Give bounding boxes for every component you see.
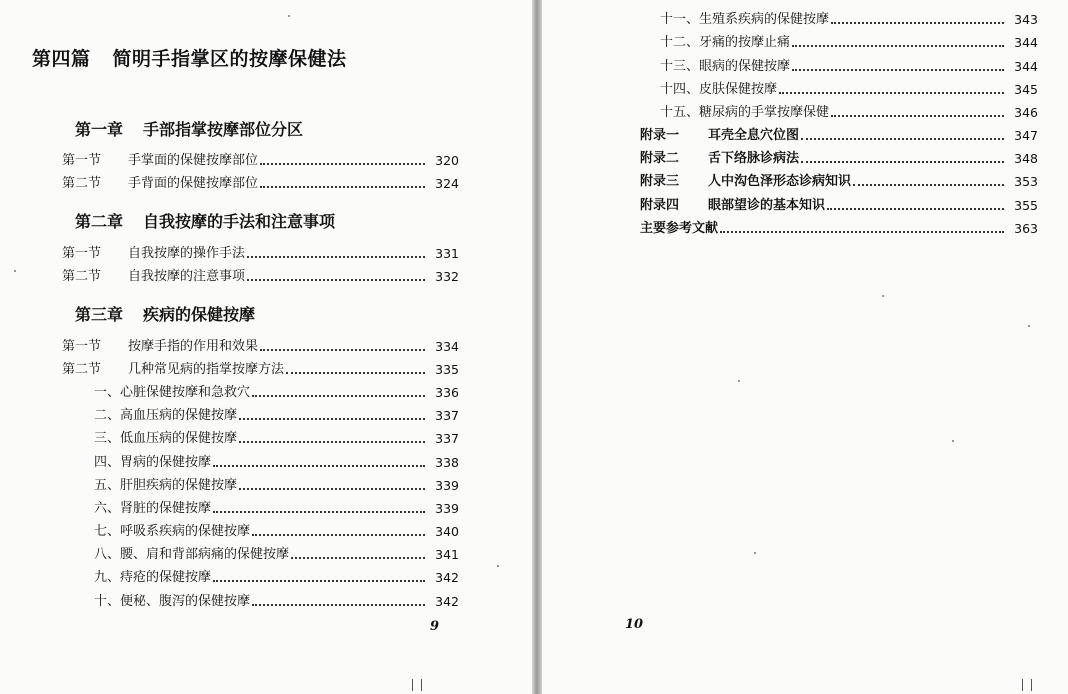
toc-bibliography[interactable] — [640, 219, 1038, 239]
toc-entry[interactable] — [62, 267, 459, 287]
page-number: 334 — [435, 339, 459, 354]
appendix-number: 附录二 — [640, 151, 680, 166]
dot-leader — [831, 22, 1004, 24]
chapter-heading — [75, 117, 303, 140]
dot-leader — [792, 69, 1004, 71]
toc-entry[interactable] — [62, 174, 459, 194]
subsection-title: 五、肝胆疾病的保健按摩 — [94, 478, 238, 493]
toc-subentry[interactable] — [660, 33, 1038, 53]
dot-leader — [252, 395, 425, 397]
page-number: 344 — [1014, 35, 1038, 50]
dot-leader — [213, 465, 425, 467]
section-number: 第二节 — [62, 269, 102, 284]
bibliography-title: 主要参考文献 — [640, 221, 719, 236]
page-number: 344 — [1014, 59, 1038, 74]
toc-entry[interactable] — [62, 244, 459, 264]
dot-leader — [252, 604, 425, 606]
part-name: 简明手指掌区的按摩保健法 — [112, 48, 347, 70]
toc-subentry[interactable] — [94, 476, 459, 496]
toc-subentry[interactable] — [94, 592, 459, 612]
section-title: 几种常见病的指掌按摩方法 — [128, 362, 285, 377]
toc-appendix[interactable] — [640, 172, 1038, 192]
scan-speck — [882, 295, 884, 297]
chapter-title: 疾病的保健按摩 — [143, 305, 256, 324]
dot-leader — [213, 511, 425, 513]
appendix-title: 耳壳全息穴位图 — [708, 128, 800, 143]
page-number: 339 — [435, 501, 459, 516]
dot-leader — [260, 349, 425, 351]
subsection-title: 十四、皮肤保健按摩 — [660, 82, 778, 97]
dot-leader — [247, 279, 425, 281]
chapter-title: 自我按摩的手法和注意事项 — [143, 212, 336, 231]
page-number: 335 — [435, 362, 459, 377]
chapter-heading — [75, 209, 335, 232]
toc-subentry[interactable] — [94, 429, 459, 449]
part-number: 第四篇 — [32, 48, 91, 70]
page-number: 343 — [1014, 12, 1038, 27]
scan-speck — [952, 440, 954, 442]
dot-leader — [286, 372, 425, 374]
dot-leader — [260, 163, 425, 165]
toc-subentry[interactable] — [660, 80, 1038, 100]
page-folio: 10 — [625, 617, 644, 632]
dot-leader — [792, 45, 1004, 47]
toc-subentry[interactable] — [94, 406, 459, 426]
section-number: 第一节 — [62, 153, 102, 168]
page-number: 346 — [1014, 105, 1038, 120]
section-title: 手掌面的保健按摩部位 — [128, 153, 259, 168]
page-folio: 9 — [430, 619, 440, 634]
section-title: 手背面的保健按摩部位 — [128, 176, 259, 191]
appendix-title: 人中沟色泽形态诊病知识 — [708, 174, 852, 189]
page-number: 342 — [435, 570, 459, 585]
page-number: 345 — [1014, 82, 1038, 97]
page-number: 353 — [1014, 174, 1038, 189]
page-number: 355 — [1014, 198, 1038, 213]
page-number: 347 — [1014, 128, 1038, 143]
part-title — [32, 44, 347, 71]
chapter-heading — [75, 302, 255, 325]
page-number: 332 — [435, 269, 459, 284]
dot-leader — [213, 580, 425, 582]
page-number: 363 — [1014, 221, 1038, 236]
toc-appendix[interactable] — [640, 149, 1038, 169]
dot-leader — [827, 208, 1004, 210]
chapter-number: 第一章 — [75, 120, 124, 139]
subsection-title: 六、肾脏的保健按摩 — [94, 501, 212, 516]
subsection-title: 十、便秘、腹泻的保健按摩 — [94, 594, 251, 609]
subsection-title: 一、心脏保健按摩和急救穴 — [94, 385, 251, 400]
scan-speck — [738, 380, 740, 382]
chapter-number: 第二章 — [75, 212, 124, 231]
page-number: 331 — [435, 246, 459, 261]
left-page — [0, 0, 532, 694]
subsection-title: 九、痔疮的保健按摩 — [94, 570, 212, 585]
section-title: 自我按摩的操作手法 — [128, 246, 246, 261]
toc-subentry[interactable] — [94, 499, 459, 519]
section-title: 自我按摩的注意事项 — [128, 269, 246, 284]
subsection-title: 十三、眼病的保健按摩 — [660, 59, 791, 74]
dot-leader — [831, 115, 1004, 117]
toc-subentry[interactable] — [94, 522, 459, 542]
appendix-number: 附录四 — [640, 198, 680, 213]
scan-speck — [1028, 325, 1030, 327]
book-gutter — [532, 0, 542, 694]
page-number: 340 — [435, 524, 459, 539]
toc-subentry[interactable] — [660, 57, 1038, 77]
dot-leader — [720, 231, 1004, 233]
chapter-number: 第三章 — [75, 305, 124, 324]
subsection-title: 四、胃病的保健按摩 — [94, 455, 212, 470]
subsection-title: 二、高血压病的保健按摩 — [94, 408, 238, 423]
appendix-title: 舌下络脉诊病法 — [708, 151, 800, 166]
dot-leader — [260, 186, 425, 188]
right-page — [542, 0, 1068, 694]
toc-entry[interactable] — [62, 151, 459, 171]
page-number: 337 — [435, 431, 459, 446]
page-number: 337 — [435, 408, 459, 423]
toc-subentry[interactable] — [94, 453, 459, 473]
dot-leader — [247, 256, 425, 258]
toc-appendix[interactable] — [640, 196, 1038, 216]
section-number: 第二节 — [62, 362, 102, 377]
appendix-number: 附录一 — [640, 128, 680, 143]
dot-leader — [239, 418, 425, 420]
binding-mark — [1022, 679, 1032, 691]
chapter-title: 手部指掌按摩部位分区 — [143, 120, 304, 139]
page-number: 338 — [435, 455, 459, 470]
page-number: 348 — [1014, 151, 1038, 166]
section-title: 按摩手指的作用和效果 — [128, 339, 259, 354]
subsection-title: 十五、糖尿病的手掌按摩保健 — [660, 105, 830, 120]
scan-speck — [288, 15, 290, 17]
page-number: 341 — [435, 547, 459, 562]
appendix-number: 附录三 — [640, 174, 680, 189]
section-number: 第一节 — [62, 339, 102, 354]
scan-speck — [14, 270, 16, 272]
page-number: 324 — [435, 176, 459, 191]
appendix-title: 眼部望诊的基本知识 — [708, 198, 826, 213]
dot-leader — [853, 184, 1004, 186]
dot-leader — [239, 488, 425, 490]
dot-leader — [779, 92, 1004, 94]
page-number: 320 — [435, 153, 459, 168]
scan-speck — [497, 565, 499, 567]
dot-leader — [801, 161, 1004, 163]
subsection-title: 八、腰、肩和背部病痛的保健按摩 — [94, 547, 290, 562]
toc-subentry[interactable] — [94, 545, 459, 565]
dot-leader — [252, 534, 425, 536]
subsection-title: 十二、牙痛的按摩止痛 — [660, 35, 791, 50]
scan-speck — [754, 552, 756, 554]
toc-subentry[interactable] — [94, 383, 459, 403]
toc-entry[interactable] — [62, 360, 459, 380]
dot-leader — [239, 441, 425, 443]
dot-leader — [291, 557, 425, 559]
subsection-title: 三、低血压病的保健按摩 — [94, 431, 238, 446]
page-number: 336 — [435, 385, 459, 400]
section-number: 第一节 — [62, 246, 102, 261]
toc-subentry[interactable] — [660, 10, 1038, 30]
toc-entry[interactable] — [62, 337, 459, 357]
binding-mark — [412, 679, 422, 691]
page-number: 339 — [435, 478, 459, 493]
dot-leader — [801, 138, 1004, 140]
subsection-title: 十一、生殖系疾病的保健按摩 — [660, 12, 830, 27]
page-number: 342 — [435, 594, 459, 609]
toc-appendix[interactable] — [640, 126, 1038, 146]
toc-subentry[interactable] — [660, 103, 1038, 123]
section-number: 第二节 — [62, 176, 102, 191]
toc-subentry[interactable] — [94, 568, 459, 588]
subsection-title: 七、呼吸系疾病的保健按摩 — [94, 524, 251, 539]
